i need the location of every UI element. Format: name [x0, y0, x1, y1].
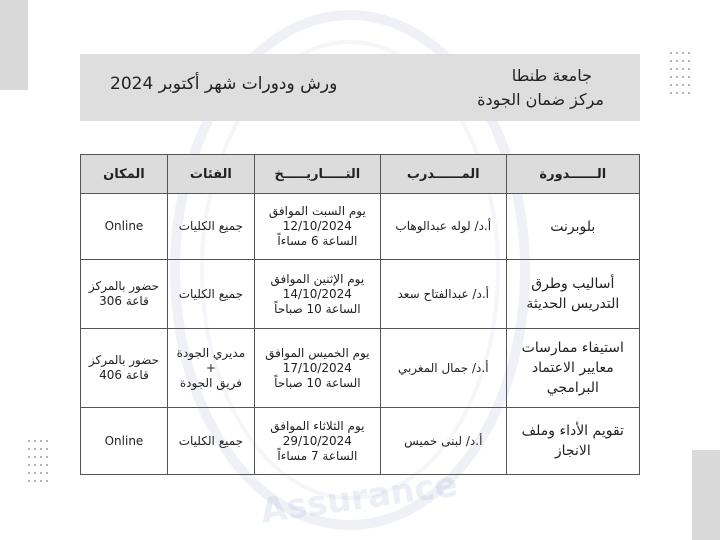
column-header-course: الــــــدورة	[506, 155, 639, 194]
date-day: يوم الإثنين الموافق	[270, 271, 365, 286]
place-line: Online	[104, 219, 144, 233]
place-line: قاعة 306	[99, 294, 149, 308]
place-line: حضور بالمركز	[88, 353, 160, 367]
university-name: جامعة طنطا	[511, 66, 592, 85]
column-header-category: الفئات	[167, 155, 254, 194]
place-cell	[81, 194, 168, 260]
table-row	[81, 408, 640, 475]
course-line: بلوبرنت	[550, 218, 596, 235]
date-cell	[254, 194, 380, 260]
category-line: جميع الكليات	[178, 286, 244, 301]
place-line: حضور بالمركز	[88, 279, 160, 293]
column-header-trainer: المــــــدرب	[380, 155, 506, 194]
date-cell	[254, 408, 380, 475]
table-header-row	[81, 155, 640, 194]
course-line: الانجاز	[554, 443, 591, 459]
dot-grid-decoration-bottom-left	[28, 440, 50, 482]
table-row	[81, 194, 640, 260]
date-cell	[254, 260, 380, 329]
place-cell	[81, 408, 168, 475]
course-line: استيفاء ممارسات	[521, 340, 624, 356]
course-line: البرامجي	[546, 380, 599, 396]
category-cell	[167, 194, 254, 260]
course-line: التدريس الحديثة	[526, 296, 620, 312]
date-cell	[254, 329, 380, 408]
course-line: معايير الاعتماد	[531, 360, 614, 376]
date-time: الساعة 10 صباحاً	[274, 301, 361, 316]
date-value: 14/10/2024	[282, 286, 352, 301]
course-line: أساليب وطرق	[531, 276, 615, 292]
page-title: ورش ودورات شهر أكتوبر 2024	[110, 74, 338, 94]
category-line: فريق الجودة	[179, 375, 242, 390]
corner-decoration-bottom-right	[692, 450, 720, 540]
category-line: جميع الكليات	[178, 219, 244, 233]
trainer-cell: أ.د/ لبنى خميس	[380, 408, 506, 475]
date-day: يوم الخميس الموافق	[265, 345, 370, 360]
course-cell	[506, 408, 639, 475]
trainer-cell: أ.د/ لوله عبدالوهاب	[380, 194, 506, 260]
course-cell	[506, 194, 639, 260]
column-header-date: التـــــاريـــــخ	[254, 155, 380, 194]
trainer-cell: أ.د/ عبدالفتاح سعد	[380, 260, 506, 329]
center-name: مركز ضمان الجودة	[477, 90, 604, 109]
table-row	[81, 260, 640, 329]
dot-grid-decoration-top-right	[670, 52, 692, 94]
category-cell	[167, 260, 254, 329]
trainer-cell: أ.د/ جمال المغربي	[380, 329, 506, 408]
place-cell	[81, 260, 168, 329]
category-line: جميع الكليات	[178, 433, 244, 448]
place-line: قاعة 406	[99, 368, 149, 382]
category-line: مديري الجودة	[176, 345, 246, 360]
date-time: الساعة 10 صباحاً	[274, 375, 361, 390]
place-line: Online	[104, 433, 144, 448]
course-cell	[506, 329, 639, 408]
page-header	[80, 54, 640, 121]
date-value: 29/10/2024	[282, 433, 352, 448]
corner-decoration-top-left	[0, 0, 28, 90]
place-cell	[81, 329, 168, 408]
date-value: 17/10/2024	[282, 360, 352, 375]
category-cell	[167, 329, 254, 408]
course-cell	[506, 260, 639, 329]
date-day: يوم السبت الموافق	[268, 204, 366, 218]
date-day: يوم الثلاثاء الموافق	[270, 418, 365, 433]
date-time: الساعة 6 مساءاً	[277, 234, 358, 248]
watermark-text: Assurance	[258, 464, 460, 532]
category-line: +	[205, 360, 216, 375]
category-cell	[167, 408, 254, 475]
schedule-table	[80, 154, 640, 475]
date-time: الساعة 7 مساءاً	[277, 448, 358, 463]
table-row	[81, 329, 640, 408]
course-line: تقويم الأداء وملف	[521, 423, 624, 439]
date-value: 12/10/2024	[282, 219, 352, 233]
column-header-place: المكان	[81, 155, 168, 194]
